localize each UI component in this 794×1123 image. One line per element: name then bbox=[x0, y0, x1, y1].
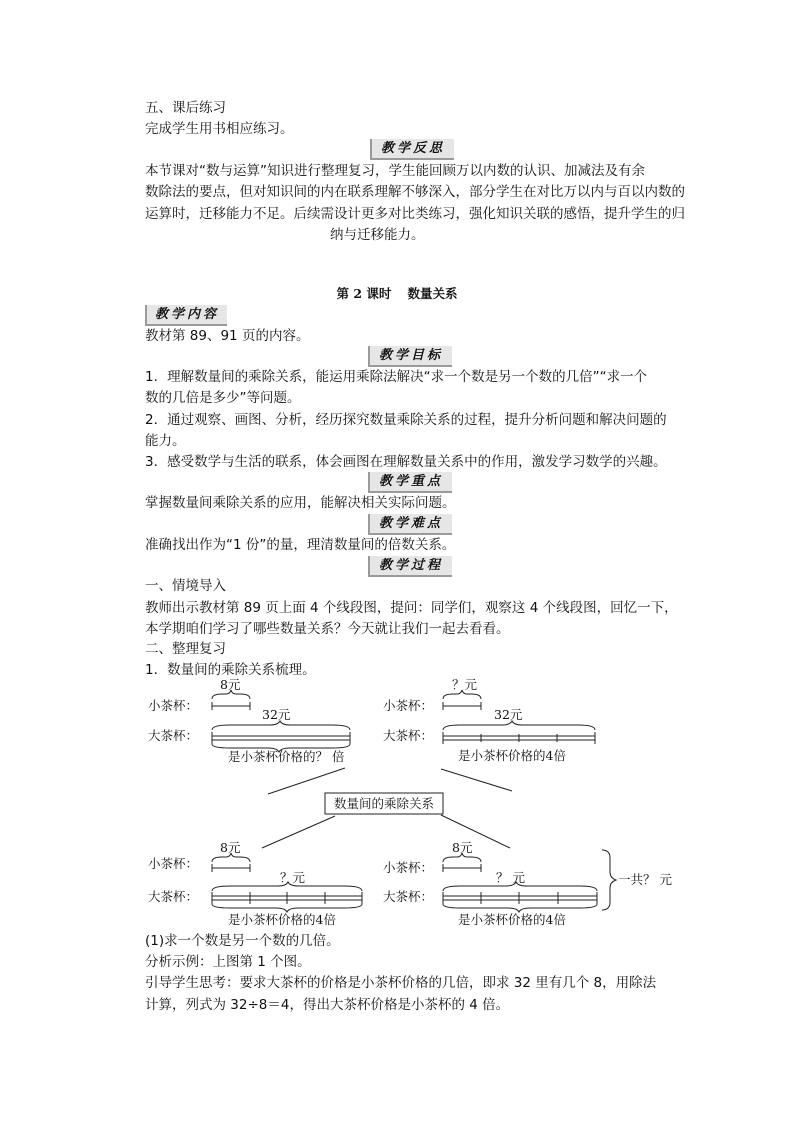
paragraph: 2．通过观察、画图、分析，经历探究数量乘除关系的过程，提升分析问题和解决问题的 bbox=[145, 412, 667, 428]
bottom-brace bbox=[443, 904, 597, 912]
paragraph: 引导学生思考：要求大茶杯的价格是小茶杯价格的几倍，即求 32 里有几个 8，用除法 bbox=[145, 975, 657, 991]
connector-line bbox=[268, 768, 345, 794]
section-banner: 教学内容 bbox=[145, 305, 227, 326]
section-banner: 教学难点 bbox=[368, 514, 452, 535]
caption: 是小茶杯价格的4倍 bbox=[458, 912, 566, 927]
diagram-bottom-left bbox=[148, 840, 362, 927]
lesson-name: 数量关系 bbox=[407, 286, 458, 301]
big-brace bbox=[212, 882, 362, 891]
small-cup-label: 小茶杯： bbox=[148, 856, 199, 871]
small-brace bbox=[443, 853, 481, 862]
small-cup-price: ？元 bbox=[452, 677, 478, 692]
paragraph: 运算时，迁移能力不足。后续需设计更多对比类练习，强化知识关联的感悟，提升学生的归 bbox=[145, 206, 685, 222]
small-cup-label: 小茶杯： bbox=[148, 698, 199, 713]
bottom-brace bbox=[212, 904, 362, 912]
big-cup-price: 32元 bbox=[494, 707, 523, 722]
paragraph: (1)求一个数是另一个数的几倍。 bbox=[145, 933, 340, 949]
paragraph: 纳与迁移能力。 bbox=[330, 227, 425, 243]
paragraph: 数除法的要点，但对知识间的内在联系理解不够深入，部分学生在对比万以内与百以内数的 bbox=[145, 184, 685, 200]
paragraph: 教材第 89、91 页的内容。 bbox=[145, 328, 310, 344]
total-brace bbox=[602, 850, 616, 910]
small-brace bbox=[212, 690, 250, 699]
big-cup-price: ？ 元 bbox=[496, 870, 525, 885]
big-cup-label: 大茶杯： bbox=[383, 728, 434, 743]
paragraph: 掌握数量间乘除关系的应用，能解决相关实际问题。 bbox=[145, 495, 456, 511]
diagram-top-left bbox=[148, 677, 350, 764]
small-cup-label: 小茶杯： bbox=[383, 698, 434, 713]
small-cup-price: 8元 bbox=[220, 840, 241, 855]
big-cup-price: ？元 bbox=[280, 870, 306, 885]
paragraph: 能力。 bbox=[145, 433, 186, 449]
paragraph: 本学期咱们学习了哪些数量关系？今天就让我们一起去看看。 bbox=[145, 621, 510, 637]
small-cup-price: 8元 bbox=[220, 677, 241, 692]
section-banner: 教学重点 bbox=[368, 472, 452, 493]
diagram-bottom-right bbox=[383, 840, 672, 927]
big-cup-label: 大茶杯： bbox=[148, 889, 199, 904]
lesson-number: 第 2 课时 bbox=[336, 286, 392, 301]
connector-line bbox=[441, 769, 512, 791]
paragraph: 计算，列式为 32÷8＝4，得出大茶杯价格是小茶杯的 4 倍。 bbox=[145, 997, 510, 1013]
paragraph: 1．理解数量间的乘除关系，能运用乘除法解决“求一个数是另一个数的几倍”“求一个 bbox=[145, 369, 648, 385]
paragraph: 1．数量间的乘除关系梳理。 bbox=[145, 662, 316, 678]
section-heading: 二、整理复习 bbox=[145, 641, 226, 657]
section-banner: 教学过程 bbox=[368, 556, 452, 577]
small-cup-label: 小茶杯： bbox=[383, 860, 434, 875]
caption: 是小茶杯价格的？ 倍 bbox=[228, 749, 345, 764]
paragraph: 分析示例：上图第 1 个图。 bbox=[145, 954, 311, 970]
small-brace bbox=[212, 853, 250, 862]
total-label: 一共？ 元 bbox=[618, 872, 672, 887]
big-brace bbox=[443, 721, 595, 730]
center-label: 数量间的乘除关系 bbox=[333, 796, 435, 811]
big-cup-price: 32元 bbox=[262, 707, 291, 722]
big-brace bbox=[212, 721, 350, 730]
section-heading: 一、情境导入 bbox=[145, 578, 226, 594]
diagram-top-right bbox=[383, 677, 595, 763]
section-heading: 五、课后练习 bbox=[145, 100, 226, 116]
caption: 是小茶杯价格的4倍 bbox=[228, 912, 336, 927]
caption: 是小茶杯价格的4倍 bbox=[458, 748, 566, 763]
lesson-title bbox=[0, 285, 794, 303]
section-banner: 教学反思 bbox=[370, 139, 454, 160]
big-cup-label: 大茶杯： bbox=[383, 889, 434, 904]
section-banner: 教学目标 bbox=[368, 346, 452, 367]
small-cup-price: 8元 bbox=[452, 840, 473, 855]
paragraph: 3．感受数学与生活的联系，体会画图在理解数量关系中的作用，激发学习数学的兴趣。 bbox=[145, 454, 667, 470]
paragraph: 数的几倍是多少”等问题。 bbox=[145, 390, 301, 406]
paragraph: 准确找出作为“1 份”的量，理清数量间的倍数关系。 bbox=[145, 537, 456, 553]
paragraph: 本节课对“数与运算”知识进行整理复习，学生能回顾万以内数的认识、加减法及有余 bbox=[145, 163, 645, 179]
big-cup-label: 大茶杯： bbox=[148, 728, 199, 743]
paragraph: 教师出示教材第 89 页上面 4 个线段图，提问：同学们，观察这 4 个线段图，回忆一下， bbox=[145, 600, 678, 616]
multiplication-relation-diagram bbox=[0, 672, 794, 932]
paragraph: 完成学生用书相应练习。 bbox=[145, 121, 294, 137]
connector-line bbox=[262, 816, 335, 848]
